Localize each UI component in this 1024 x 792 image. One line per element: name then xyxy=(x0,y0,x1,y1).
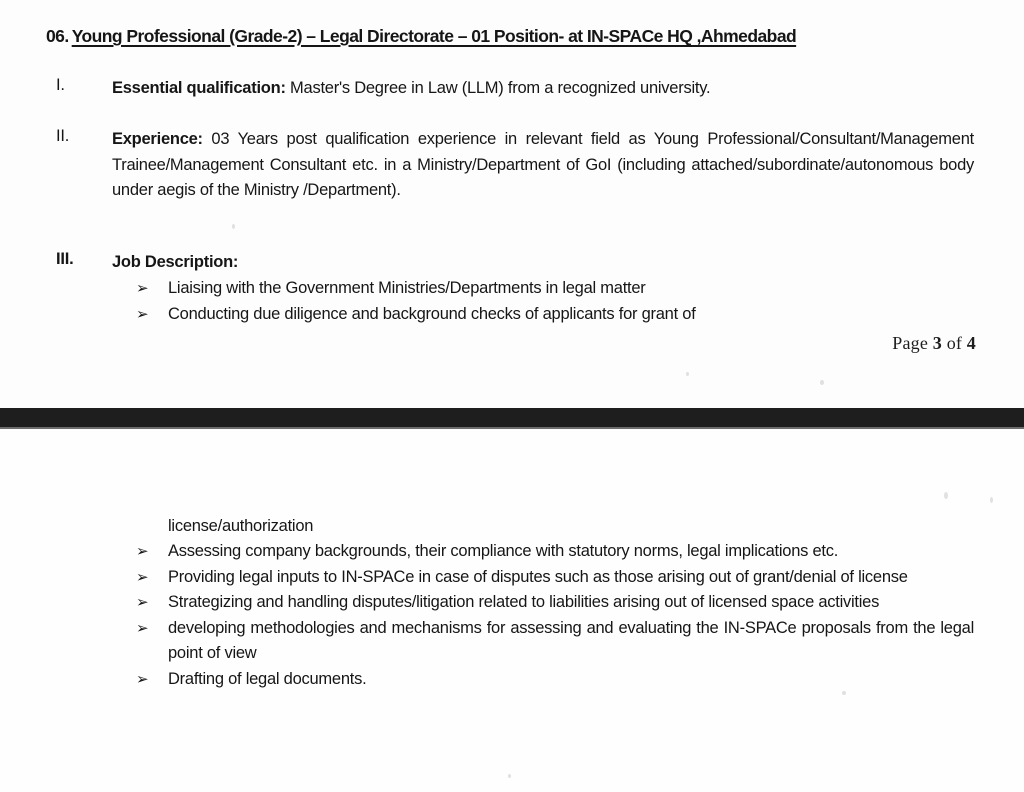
clause-numeral-i: I. xyxy=(56,76,65,94)
page-footer-middle: of xyxy=(946,333,963,353)
scan-speckle xyxy=(990,497,993,503)
list-item-text: Liaising with the Government Ministries/Departments in legal matter xyxy=(168,279,646,297)
arrow-bullet-icon: ➢ xyxy=(136,618,149,637)
list-item-text: Drafting of legal documents. xyxy=(168,669,367,688)
page-footer xyxy=(892,333,976,354)
clause-experience xyxy=(56,127,974,204)
scan-speckle xyxy=(232,224,235,229)
clause-label-essential-qualification: Essential qualification: xyxy=(112,79,286,97)
section-title: Young Professional (Grade-2) – Legal Directorate – 01 Position- at IN-SPACe HQ ,Ahmedabad xyxy=(71,26,797,46)
clause-job-description xyxy=(56,250,974,276)
arrow-bullet-icon: ➢ xyxy=(136,279,149,297)
list-item xyxy=(132,539,974,565)
clause-text-essential-qualification: Master's Degree in Law (LLM) from a recognized university. xyxy=(285,79,711,97)
list-item xyxy=(132,667,974,693)
section-number: 06. xyxy=(46,26,69,46)
list-item xyxy=(132,302,974,328)
clause-body-ii xyxy=(112,127,974,204)
arrow-bullet-icon: ➢ xyxy=(136,567,149,586)
scan-speckle xyxy=(686,372,689,376)
list-item xyxy=(132,616,974,667)
list-item xyxy=(132,276,974,302)
page-footer-current: 3 xyxy=(932,333,942,353)
page-footer-prefix: Page xyxy=(892,333,929,353)
job-description-list-page-4 xyxy=(132,539,974,692)
arrow-bullet-icon: ➢ xyxy=(136,304,149,323)
list-item xyxy=(132,565,974,591)
section-heading xyxy=(46,25,996,47)
list-item-text: Providing legal inputs to IN-SPACe in case of disputes such as those arising out of grant/denial of license xyxy=(168,567,908,586)
scan-sheet-page-4 xyxy=(0,429,1024,792)
scan-speckle xyxy=(944,492,948,499)
list-item-text: Conducting due diligence and background checks of applicants for grant of xyxy=(168,304,696,323)
clause-body-iii xyxy=(112,250,974,276)
list-item-text: Strategizing and handling disputes/litigation related to liabilities arising out of licensed space activities xyxy=(168,593,880,611)
clause-label-experience: Experience: xyxy=(112,130,203,148)
clause-text-experience: 03 Years post qualification experience in relevant field as Young Professional/Consultant/Management Trainee/Management Consultant etc. in a Ministry/Department of GoI (including attached/subordinate/autonomous body under aegis of the Ministry /Department). xyxy=(112,130,974,199)
clause-numeral-iii: III. xyxy=(56,250,74,268)
job-description-list-page-3 xyxy=(132,276,974,327)
clause-body-i xyxy=(112,76,974,102)
clause-essential-qualification xyxy=(56,76,974,102)
continuation-line xyxy=(132,514,1010,540)
clause-numeral-ii: II. xyxy=(56,127,70,145)
clause-label-job-description: Job Description: xyxy=(112,253,239,271)
list-item-text: developing methodologies and mechanisms for assessing and evaluating the IN-SPACe proposals from the legal point of view xyxy=(168,618,974,662)
scan-speckle xyxy=(820,380,824,385)
scan-sheet-divider xyxy=(0,408,1024,429)
arrow-bullet-icon: ➢ xyxy=(136,593,149,611)
scan-speckle xyxy=(842,691,846,695)
arrow-bullet-icon: ➢ xyxy=(136,669,149,688)
page-footer-total: 4 xyxy=(966,333,976,353)
scan-speckle xyxy=(508,774,511,778)
list-item xyxy=(132,590,974,616)
arrow-bullet-icon: ➢ xyxy=(136,542,149,560)
continuation-line-text: license/authorization xyxy=(168,517,314,535)
list-item-text: Assessing company backgrounds, their compliance with statutory norms, legal implications etc. xyxy=(168,542,839,560)
